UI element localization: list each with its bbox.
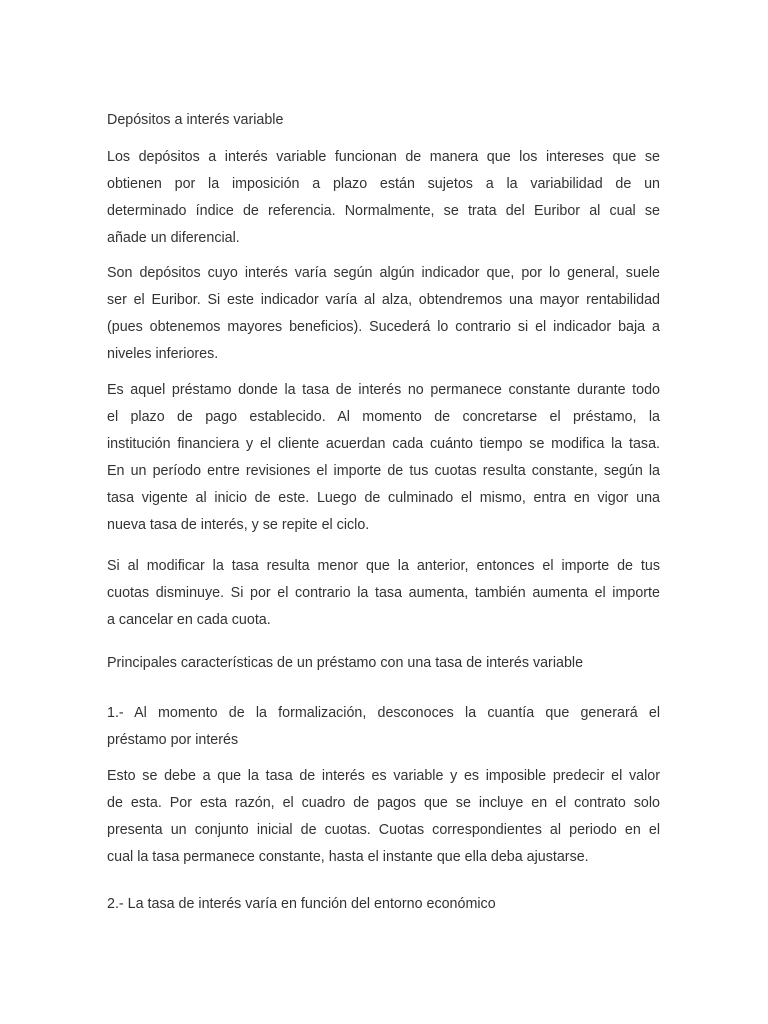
text-line: institución financiera y el cliente acuerdan cada cuánto tiempo se modifica la tasa. xyxy=(107,436,660,452)
text-line: cuotas disminuye. Si por el contrario la tasa aumenta, también aumenta el importe xyxy=(107,585,660,601)
text-line: determinado índice de referencia. Normalmente, se trata del Euribor al cual se xyxy=(107,203,660,219)
text-line: ser el Euribor. Si este indicador varía al alza, obtendremos una mayor rentabilidad xyxy=(107,292,660,308)
text-line: 1.- Al momento de la formalización, desconoces la cuantía que generará el xyxy=(107,705,660,721)
list-item-1 xyxy=(107,700,660,754)
text-line: a cancelar en cada cuota. xyxy=(107,612,271,628)
list-item-2: 2.- La tasa de interés varía en función del entorno económico xyxy=(107,896,496,912)
paragraph-2 xyxy=(107,260,660,368)
text-line: Son depósitos cuyo interés varía según algún indicador que, por lo general, suele xyxy=(107,265,660,281)
text-line: el plazo de pago establecido. Al momento de concretarse el préstamo, la xyxy=(107,409,660,425)
paragraph-4 xyxy=(107,553,660,634)
section-heading: Principales características de un préstamo con una tasa de interés variable xyxy=(107,655,584,671)
paragraph-3 xyxy=(107,377,660,539)
text-line: de esta. Por esta razón, el cuadro de pagos que se incluye en el contrato solo xyxy=(107,795,660,811)
text-line: cual la tasa permanece constante, hasta el instante que ella deba ajustarse. xyxy=(107,849,589,865)
text-line: presenta un conjunto inicial de cuotas. Cuotas correspondientes al periodo en el xyxy=(107,822,660,838)
paragraph-1 xyxy=(107,144,660,252)
text-line: añade un diferencial. xyxy=(107,230,240,246)
text-line: Si al modificar la tasa resulta menor que la anterior, entonces el importe de tus xyxy=(107,558,660,574)
text-line: Es aquel préstamo donde la tasa de interés no permanece constante durante todo xyxy=(107,382,660,398)
text-line: (pues obtenemos mayores beneficios). Sucederá lo contrario si el indicador baja a xyxy=(107,319,660,335)
text-line: Los depósitos a interés variable funcionan de manera que los intereses que se xyxy=(107,149,660,165)
text-line: En un período entre revisiones el importe de tus cuotas resulta constante, según la xyxy=(107,463,660,479)
text-line: niveles inferiores. xyxy=(107,346,219,362)
text-line: nueva tasa de interés, y se repite el ciclo. xyxy=(107,517,370,533)
text-line: obtienen por la imposición a plazo están sujetos a la variabilidad de un xyxy=(107,176,660,192)
text-line: Esto se debe a que la tasa de interés es variable y es imposible predecir el valor xyxy=(107,768,660,784)
document-title: Depósitos a interés variable xyxy=(107,112,284,128)
text-line: tasa vigente al inicio de este. Luego de culminado el mismo, entra en vigor una xyxy=(107,490,660,506)
text-line: préstamo por interés xyxy=(107,732,239,748)
paragraph-5 xyxy=(107,763,660,871)
